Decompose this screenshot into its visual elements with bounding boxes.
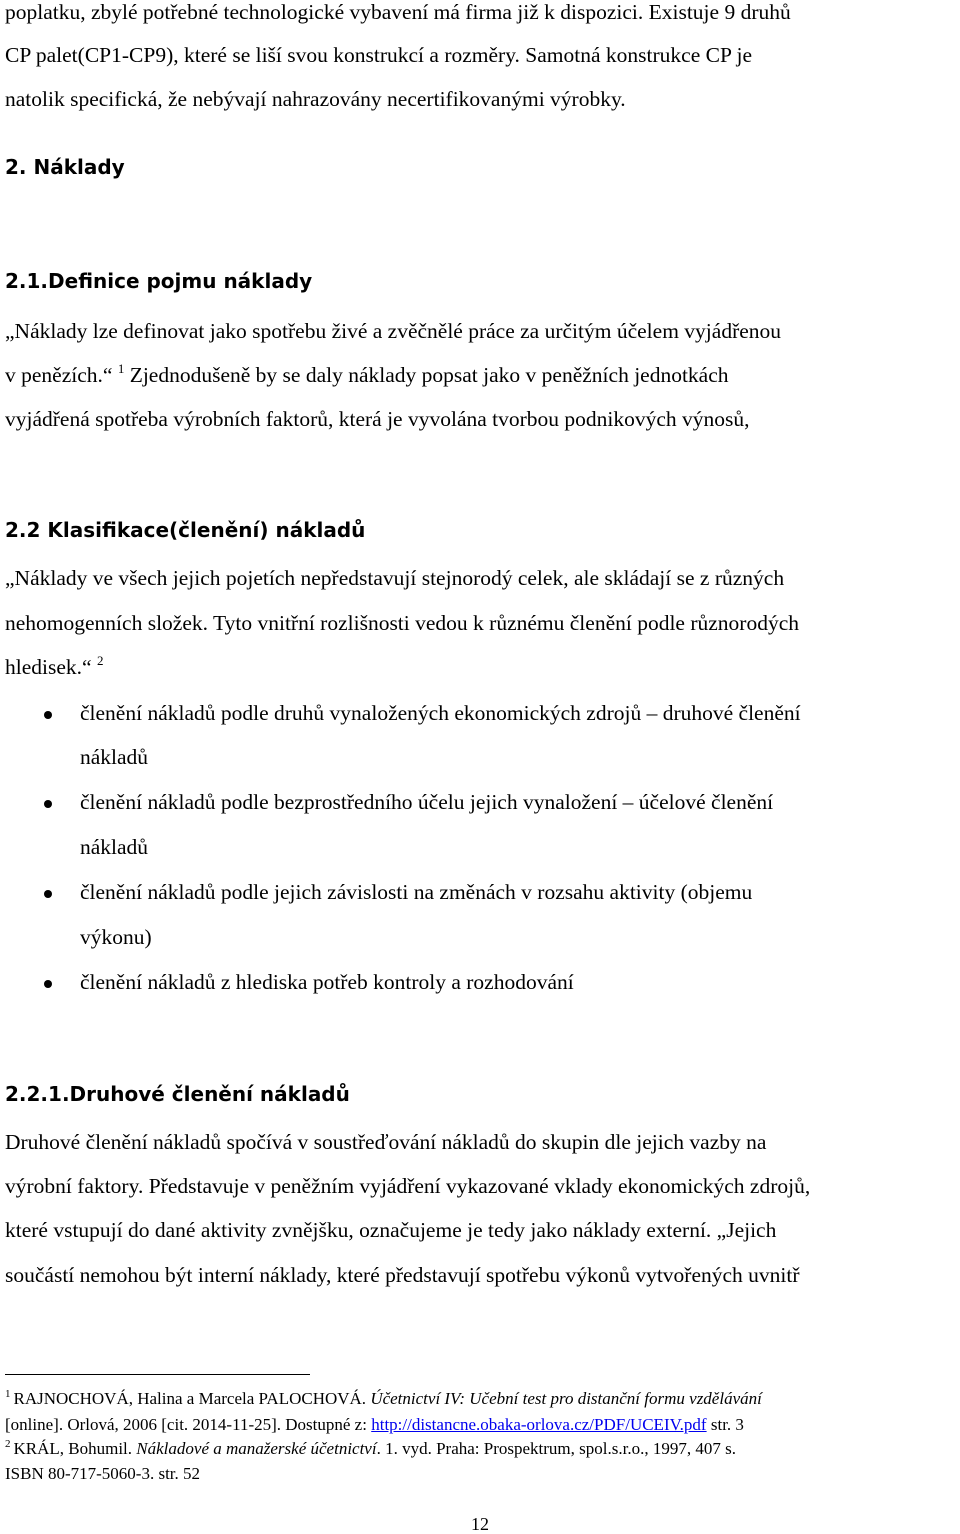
paragraph-line [5,653,104,679]
footnote-ref-1[interactable]: 1 [117,361,125,376]
footnote-text: RAJNOCHOVÁ, Halina a Marcela PALOCHOVÁ. [13,1389,371,1408]
footnote-1-continuation [5,1416,744,1433]
paragraph-line: nehomogenních složek. Tyto vnitřní rozlišnosti vedou k různému členění podle různorodých [5,611,800,635]
list-item: členění nákladů z hlediska potřeb kontroly a rozhodování [80,970,574,994]
footnote-separator [5,1374,310,1375]
paragraph-line: natolik specifická, že nebývají nahrazovány necertifikovanými výrobky. [5,87,626,111]
footnote-number: 2 [5,1438,11,1450]
list-item-continuation: výkonu) [80,925,152,949]
bullet-icon [44,890,52,898]
section-heading-2-1: 2.1.Definice pojmu náklady [5,269,313,293]
footnote-ref-2[interactable]: 2 [96,653,104,668]
footnote-text: KRÁL, Bohumil. [13,1439,137,1458]
footnote-text: . 1. vyd. Praha: Prospektrum, spol.s.r.o., 1997, 407 s. [376,1439,736,1458]
footnote-2-continuation: ISBN 80-717-5060-3. str. 52 [5,1464,201,1483]
footnote-text: [online]. Orlová, 2006 [cit. 2014-11-25]. Dostupné z: [5,1415,372,1434]
paragraph-line: vyjádřená spotřeba výrobních faktorů, která je vyvolána tvorbou podnikových výnosů, [5,407,750,431]
section-heading-2: 2. Náklady [5,155,125,179]
section-heading-2-2: 2.2 Klasifikace(členění) nákladů [5,518,366,542]
paragraph-line: CP palet(CP1-CP9), které se liší svou konstrukcí a rozměry. Samotná konstrukce CP je [5,43,753,67]
footnote-number: 1 [5,1388,11,1400]
footnote-text: str. 3 [706,1415,744,1434]
paragraph-line: které vstupují do dané aktivity zvnějšku, označujeme je tedy jako náklady externí. „Jejich [5,1218,777,1242]
footnote-1 [5,1390,762,1407]
paragraph-text: hledisek.“ [5,655,92,679]
footnote-link[interactable]: http://distancne.obaka-orlova.cz/PDF/UCEIV.pdf [371,1415,707,1434]
paragraph-line: výrobní faktory. Představuje v peněžním vyjádření vykazované vklady ekonomických zdrojů, [5,1174,811,1198]
paragraph-line: „Náklady ve všech jejich pojetích nepředstavují stejnorodý celek, ale skládají se z různých [5,566,785,590]
paragraph-text: Zjednodušeně by se daly náklady popsat jako v peněžních jednotkách [129,363,729,387]
paragraph-line: součástí nemohou být interní náklady, které představují spotřebu výkonů vytvořených uvnitř [5,1263,800,1287]
list-item: členění nákladů podle bezprostředního účelu jejich vynaložení – účelové členění [80,790,774,814]
footnote-title: Nákladové a manažerské účetnictví [136,1439,377,1458]
bullet-icon [44,711,52,719]
section-heading-2-2-1: 2.2.1.Druhové členění nákladů [5,1082,350,1106]
footnote-title: Účetnictví IV: Učební test pro distanční formu vzdělávání [370,1389,762,1408]
bullet-icon [44,800,52,808]
footnote-2 [5,1440,736,1457]
list-item-continuation: nákladů [80,745,149,769]
list-item: členění nákladů podle jejich závislosti na změnách v rozsahu aktivity (objemu [80,880,753,904]
list-item: členění nákladů podle druhů vynaložených ekonomických zdrojů – druhové členění [80,701,801,725]
paragraph-line: Druhové členění nákladů spočívá v soustřeďování nákladů do skupin dle jejich vazby na [5,1130,767,1154]
paragraph-line: „Náklady lze definovat jako spotřebu živé a zvěčnělé práce za určitým účelem vyjádřenou [5,319,782,343]
paragraph-line [5,361,729,387]
bullet-icon [44,980,52,988]
page-number: 12 [471,1514,489,1534]
paragraph-line: poplatku, zbylé potřebné technologické vybavení má firma již k dispozici. Existuje 9 druhů [5,0,791,24]
paragraph-text: v penězích.“ [5,363,113,387]
list-item-continuation: nákladů [80,835,149,859]
